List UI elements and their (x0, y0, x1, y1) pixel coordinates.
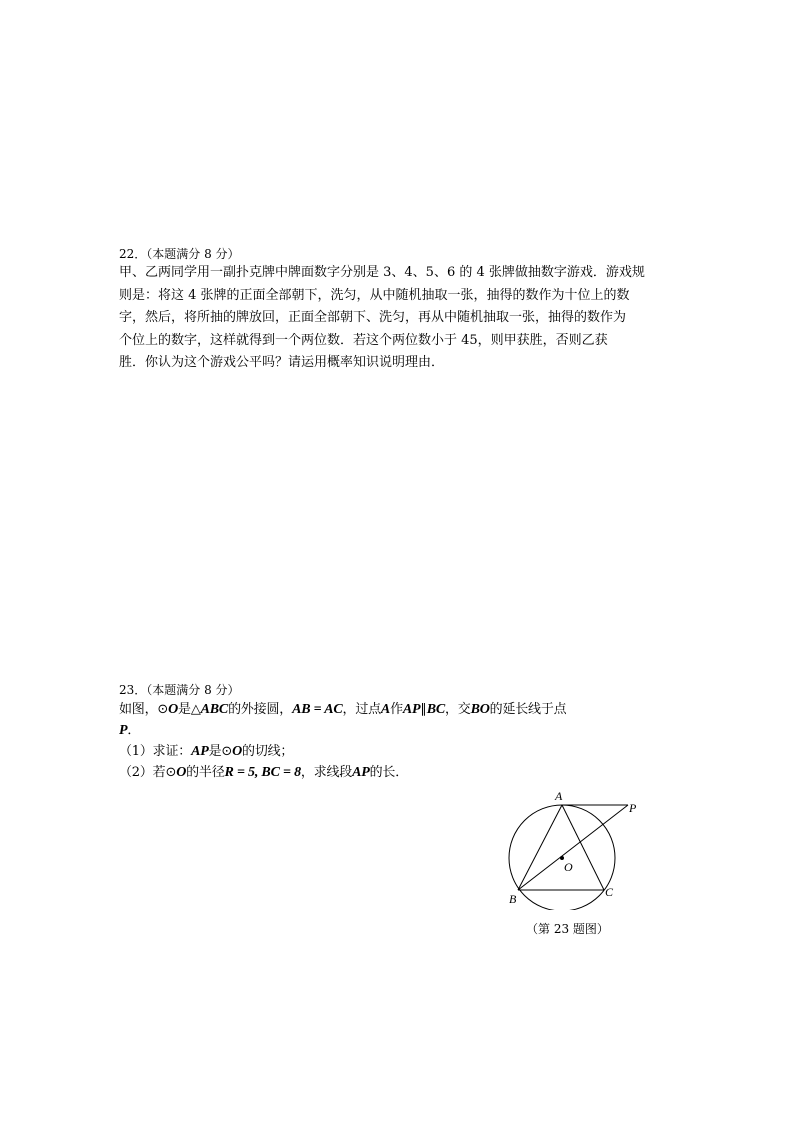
math-a: A (380, 702, 391, 717)
question-23-line-1 (119, 699, 566, 720)
math-p: P (119, 723, 128, 738)
question-22-line: 胜．你认为这个游戏公平吗？请运用概率知识说明理由． (119, 355, 445, 370)
question-23-text (119, 699, 566, 783)
text: （1）求证： (119, 744, 192, 759)
text: 如图， (119, 702, 158, 717)
math-ap: AP (352, 765, 370, 780)
text: 的外接圆， (228, 702, 293, 717)
question-22-line: 个位上的数字，这样就得到一个两位数．若这个两位数小于 45，则甲获胜，否则乙获 (119, 332, 608, 348)
question-23-line-2 (119, 720, 566, 741)
question-22-text (119, 262, 645, 375)
question-22-line: 甲、乙两同学用一副扑克牌中牌面数字分别是 3、4、5、6 的 4 张牌做抽数字游戏．游戏规 (119, 265, 645, 280)
text: ，求线段 (300, 765, 353, 780)
question-23-header: 23．（本题满分 8 分） (119, 683, 240, 697)
label-b: B (509, 892, 517, 906)
parallel-symbol: ∥ (420, 702, 427, 717)
text: 是 (178, 702, 191, 717)
math-o: O (232, 744, 243, 759)
text: （2）若 (119, 765, 166, 780)
math-o: O (176, 765, 187, 780)
question-22-line: 则是：将这 4 张牌的正面全部朝下，洗匀，从中随机抽取一张，抽得的数作为十位上的数 (119, 287, 630, 303)
question-23-part-1 (119, 741, 566, 762)
circle-symbol: ⊙ (157, 702, 169, 717)
math-ab-eq-ac: AB = AC (292, 702, 343, 717)
segment-ac (562, 805, 604, 890)
triangle-symbol: △ (190, 702, 201, 717)
math-ap: AP (402, 702, 421, 717)
text: 的切线； (242, 744, 294, 759)
text: 是 (208, 744, 222, 759)
math-given-values: R = 5, BC = 8 (224, 765, 301, 780)
question-22-header: 22．（本题满分 8 分） (119, 247, 240, 261)
math-ap: AP (191, 744, 209, 759)
circle-symbol: ⊙ (165, 765, 177, 780)
text: 的半径 (186, 765, 225, 780)
text: 作 (390, 702, 403, 717)
figure-caption: （第 23 题图） (526, 922, 609, 936)
math-o: O (168, 702, 179, 717)
geometry-figure (500, 788, 650, 910)
segment-ab (518, 805, 562, 890)
math-abc: ABC (200, 702, 229, 717)
text: ． (127, 723, 141, 738)
text: 的延长线于点 (489, 702, 567, 717)
label-c: C (605, 885, 614, 899)
text: ，过点 (342, 702, 381, 717)
math-bc: BC (426, 702, 445, 717)
text: ，交 (444, 702, 471, 717)
label-o: O (564, 860, 573, 874)
question-22-line: 字，然后，将所抽的牌放回，正面全部朝下、洗匀，再从中随机抽取一张，抽得的数作为 (119, 310, 627, 325)
math-bo: BO (470, 702, 490, 717)
label-a: A (555, 789, 563, 803)
circle-symbol: ⊙ (221, 744, 233, 759)
label-p: P (629, 801, 637, 815)
text: 的长． (369, 765, 408, 780)
question-23-part-2 (119, 762, 566, 783)
